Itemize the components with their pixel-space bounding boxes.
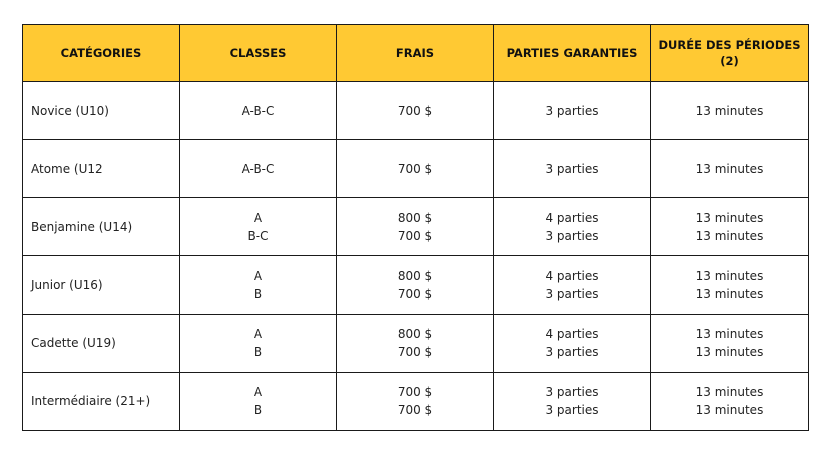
table-row bbox=[23, 198, 809, 256]
duration-cell-line: 13 minutes bbox=[695, 210, 764, 225]
games-cell-line: 4 parties bbox=[545, 327, 599, 342]
games-cell bbox=[494, 198, 651, 256]
games-cell-line: 3 parties bbox=[545, 345, 599, 360]
table-row bbox=[23, 140, 809, 198]
games-cell-line: 3 parties bbox=[545, 403, 599, 418]
fees-cell bbox=[337, 140, 494, 198]
header-fees: FRAIS bbox=[337, 25, 494, 82]
classes-cell-line: B bbox=[253, 345, 263, 360]
duration-cell bbox=[651, 198, 809, 256]
duration-cell-line: 13 minutes bbox=[695, 287, 764, 302]
fees-cell bbox=[337, 256, 494, 314]
duration-cell bbox=[651, 140, 809, 198]
fees-table bbox=[22, 24, 809, 431]
games-cell bbox=[494, 256, 651, 314]
duration-cell bbox=[651, 256, 809, 314]
category-cell: Intermédiaire (21+) bbox=[23, 372, 180, 430]
fees-cell-line: 700 $ bbox=[397, 103, 433, 118]
classes-cell bbox=[180, 82, 337, 140]
games-cell-line: 4 parties bbox=[545, 269, 599, 284]
fees-cell bbox=[337, 82, 494, 140]
duration-cell-line: 13 minutes bbox=[695, 269, 764, 284]
header-classes: CLASSES bbox=[180, 25, 337, 82]
duration-cell bbox=[651, 82, 809, 140]
fees-cell-line: 800 $ bbox=[397, 327, 433, 342]
duration-cell-line: 13 minutes bbox=[695, 103, 764, 118]
games-cell bbox=[494, 314, 651, 372]
duration-cell-line: 13 minutes bbox=[695, 385, 764, 400]
duration-cell bbox=[651, 314, 809, 372]
duration-cell-line: 13 minutes bbox=[695, 327, 764, 342]
table-row bbox=[23, 82, 809, 140]
classes-cell bbox=[180, 198, 337, 256]
games-cell-line: 3 parties bbox=[545, 161, 599, 176]
classes-cell-line: A-B-C bbox=[241, 103, 275, 118]
classes-cell-line: A-B-C bbox=[241, 161, 275, 176]
classes-cell-line: B bbox=[253, 287, 263, 302]
fees-cell bbox=[337, 372, 494, 430]
header-row bbox=[23, 25, 809, 82]
games-cell-line: 3 parties bbox=[545, 228, 599, 243]
table-row bbox=[23, 314, 809, 372]
classes-cell-line: A bbox=[253, 210, 263, 225]
table-row bbox=[23, 372, 809, 430]
classes-cell-line: B bbox=[253, 403, 263, 418]
duration-cell-line: 13 minutes bbox=[695, 161, 764, 176]
games-cell bbox=[494, 140, 651, 198]
fees-cell bbox=[337, 198, 494, 256]
classes-cell bbox=[180, 372, 337, 430]
header-guaranteed-games: PARTIES GARANTIES bbox=[494, 25, 651, 82]
fees-cell bbox=[337, 314, 494, 372]
classes-cell-line: A bbox=[253, 385, 263, 400]
fees-cell-line: 800 $ bbox=[397, 210, 433, 225]
category-cell: Atome (U12 bbox=[23, 140, 180, 198]
fees-cell-line: 700 $ bbox=[397, 228, 433, 243]
category-cell: Benjamine (U14) bbox=[23, 198, 180, 256]
classes-cell bbox=[180, 256, 337, 314]
duration-cell-line: 13 minutes bbox=[695, 228, 764, 243]
duration-cell-line: 13 minutes bbox=[695, 345, 764, 360]
games-cell bbox=[494, 372, 651, 430]
duration-cell bbox=[651, 372, 809, 430]
fees-cell-line: 700 $ bbox=[397, 403, 433, 418]
classes-cell-line: A bbox=[253, 269, 263, 284]
classes-cell bbox=[180, 140, 337, 198]
category-cell: Junior (U16) bbox=[23, 256, 180, 314]
category-cell: Cadette (U19) bbox=[23, 314, 180, 372]
category-cell: Novice (U10) bbox=[23, 82, 180, 140]
classes-cell-line: A bbox=[253, 327, 263, 342]
games-cell bbox=[494, 82, 651, 140]
fees-cell-line: 700 $ bbox=[397, 287, 433, 302]
games-cell-line: 3 parties bbox=[545, 103, 599, 118]
games-cell-line: 4 parties bbox=[545, 210, 599, 225]
fees-cell-line: 700 $ bbox=[397, 345, 433, 360]
fees-cell-line: 700 $ bbox=[397, 385, 433, 400]
duration-cell-line: 13 minutes bbox=[695, 403, 764, 418]
fees-cell-line: 700 $ bbox=[397, 161, 433, 176]
fees-cell-line: 800 $ bbox=[397, 269, 433, 284]
classes-cell-line: B-C bbox=[247, 228, 269, 243]
header-period-duration: DURÉE DES PÉRIODES (2) bbox=[651, 25, 809, 82]
table-row bbox=[23, 256, 809, 314]
classes-cell bbox=[180, 314, 337, 372]
games-cell-line: 3 parties bbox=[545, 287, 599, 302]
header-categories: CATÉGORIES bbox=[23, 25, 180, 82]
games-cell-line: 3 parties bbox=[545, 385, 599, 400]
